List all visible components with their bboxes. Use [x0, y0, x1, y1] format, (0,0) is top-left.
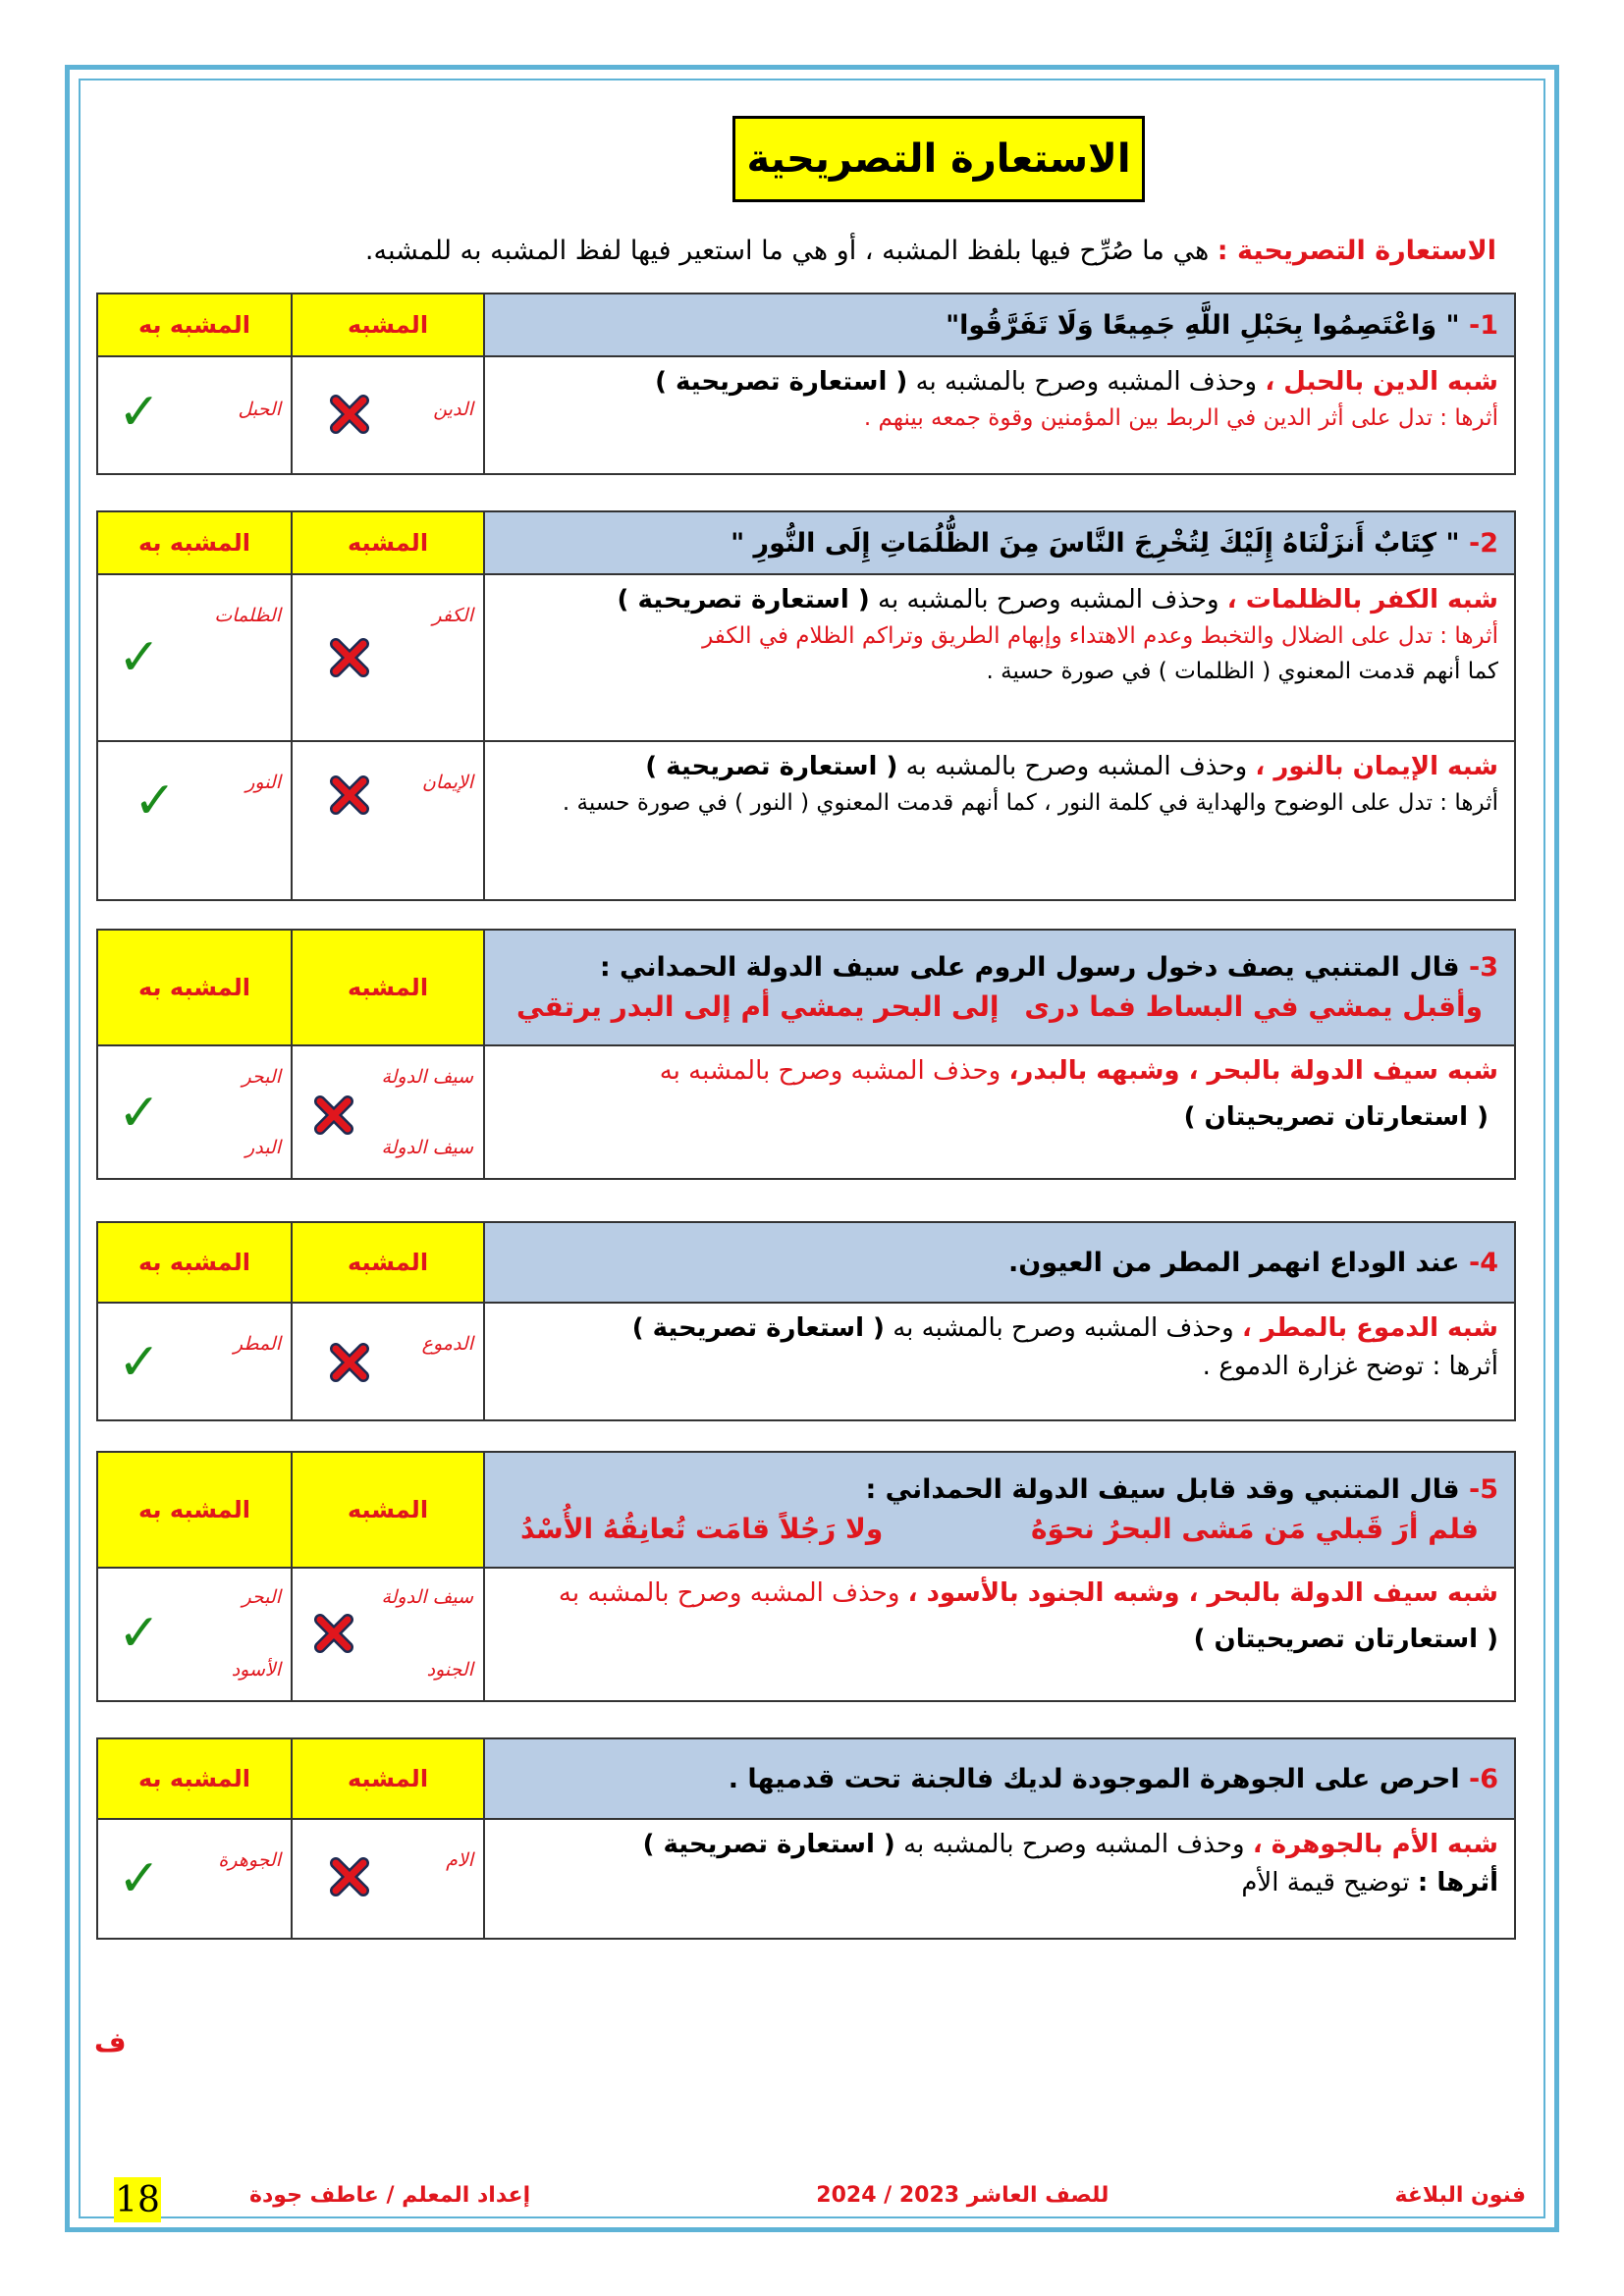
footer-grade: للصف العاشر 2023 / 2024: [816, 2183, 1110, 2208]
definition-text: هي ما صُرِّح فيها بلفظ المشبه ، أو هي ما استعير فيها لفظ المشبه به للمشبه.: [364, 236, 1210, 266]
header-mushabbah: المشبه: [293, 512, 485, 573]
mushabbah-label: الام: [446, 1849, 473, 1871]
cross-icon: [328, 393, 371, 436]
check-icon: ✓: [118, 628, 161, 687]
example-2: [96, 510, 1516, 901]
explain: وحذف المشبه وصرح بالمشبه به: [893, 1313, 1234, 1343]
explain: وحذف المشبه وصرح بالمشبه به: [878, 585, 1219, 614]
header-mushabbah-bihi: المشبه به: [98, 1739, 293, 1818]
cross-icon: [328, 636, 371, 679]
lead: شبه الكفر بالظلمات ،: [1226, 585, 1498, 614]
verse-part-a: وأقبل يمشي في البساط فما درى: [1024, 990, 1483, 1023]
figure-tag: ( استعارة تصريحية ): [655, 367, 908, 397]
check-icon: ✓: [118, 1084, 161, 1143]
mushabbah-bihi-label: المطر: [233, 1333, 281, 1355]
explain: وحذف المشبه وصرح بالمشبه به: [558, 1578, 900, 1608]
lead: شبه الإيمان بالنور ،: [1255, 752, 1498, 781]
cross-icon: [312, 1094, 355, 1137]
example-6: [96, 1737, 1516, 1940]
effect-label: أثرها :: [1417, 1868, 1498, 1897]
page-number: 18: [114, 2177, 161, 2222]
header-mushabbah-bihi: المشبه به: [98, 1223, 293, 1302]
mushabbah-bihi-label: البحر: [242, 1066, 281, 1088]
mushabbah-label: الكفر: [432, 605, 473, 626]
mushabbah-label-2: سيف الدولة: [381, 1137, 473, 1158]
mushabbah-bihi-label-2: البدر: [245, 1137, 281, 1158]
mushabbah-label: الدموع: [421, 1333, 473, 1355]
example-number: 1-: [1468, 309, 1498, 341]
example-number: 4-: [1468, 1247, 1498, 1278]
header-mushabbah: المشبه: [293, 1739, 485, 1818]
mushabbah-label: سيف الدولة: [381, 1586, 473, 1608]
figure-tag: ( استعارتان تصريحيتان ): [1193, 1625, 1498, 1654]
header-mushabbah-bihi: المشبه به: [98, 1453, 293, 1567]
example-quote: احرص على الجوهرة الموجودة لديك فالجنة تحت قدميها .: [728, 1763, 1460, 1794]
header-mushabbah-bihi: المشبه به: [98, 294, 293, 355]
effect: أثرها : تدل على الوضوح والهداية في كلمة النور ، كما أنهم قدمت المعنوي ( النور ) في صورة حسية .: [562, 790, 1498, 816]
example-1: [96, 293, 1516, 475]
example-number: 3-: [1468, 952, 1498, 983]
mushabbah-label: الدين: [433, 399, 473, 420]
mushabbah-bihi-label: الظلمات: [214, 605, 281, 626]
explain: وحذف المشبه وصرح بالمشبه به: [915, 367, 1258, 397]
example-3: [96, 929, 1516, 1180]
figure-tag: ( استعارة تصريحية ): [631, 1313, 885, 1343]
effect: أثرها : تدل على أثر الدين في الربط بين المؤمنين وقوة جمعه بينهم .: [863, 405, 1498, 431]
verse-part-a: فلم أرَ قَبلي مَن مَشى البحرُ نحوَهُ: [1030, 1513, 1479, 1545]
lead: شبه الدموع بالمطر ،: [1241, 1313, 1498, 1343]
cross-icon: [312, 1612, 355, 1655]
lead: شبه الأم بالجوهرة ،: [1252, 1830, 1498, 1859]
figure-tag: ( استعارة تصريحية ): [642, 1830, 895, 1859]
example-quote: " وَاعْتَصِمُوا بِحَبْلِ اللَّهِ جَمِيعًا وَلَا تَفَرَّقُوا": [946, 309, 1460, 341]
mushabbah-label: الإيمان: [421, 772, 473, 793]
cross-icon: [328, 774, 371, 817]
mushabbah-bihi-label-2: الأسود: [231, 1659, 281, 1681]
check-icon: ✓: [118, 383, 161, 442]
verse-part-b: إلى البحر يمشي أم إلى البدر يرتقي: [516, 990, 1000, 1023]
check-icon: ✓: [118, 1604, 161, 1663]
footer-subject: فنون البلاغة: [1394, 2183, 1526, 2208]
verse-part-b: ولا رَجُلاً قامَت تُعانِقُهُ الأُسْدُ: [520, 1513, 884, 1545]
mushabbah-bihi-label: الجوهرة: [218, 1849, 281, 1871]
explain: وحذف المشبه وصرح بالمشبه به: [905, 752, 1248, 781]
page-title: الاستعارة التصريحية: [732, 116, 1145, 202]
example-5: [96, 1451, 1516, 1702]
definition: [102, 236, 1496, 266]
stray-mark: ف: [94, 2026, 127, 2058]
figure-tag: ( استعارة تصريحية ): [617, 585, 870, 614]
mushabbah-bihi-label: البحر: [242, 1586, 281, 1608]
effect: توضيح قيمة الأم: [1241, 1868, 1410, 1897]
explain: وحذف المشبه وصرح بالمشبه به: [903, 1830, 1245, 1859]
mushabbah-label-2: الجنود: [426, 1659, 473, 1681]
example-number: 6-: [1468, 1763, 1498, 1794]
mushabbah-label: سيف الدولة: [381, 1066, 473, 1088]
effect-2: كما أنهم قدمت المعنوي ( الظلمات ) في صورة حسية .: [986, 658, 1498, 684]
header-mushabbah: المشبه: [293, 294, 485, 355]
example-number: 2-: [1468, 527, 1498, 559]
header-mushabbah: المشبه: [293, 1453, 485, 1567]
example-quote: قال المتنبي وقد قابل سيف الدولة الحمداني :: [865, 1474, 1460, 1505]
example-4: [96, 1221, 1516, 1421]
check-icon: ✓: [118, 1333, 161, 1392]
cross-icon: [328, 1855, 371, 1898]
footer-author: إعداد المعلم / عاطف جودة: [249, 2183, 531, 2208]
example-quote: قال المتنبي يصف دخول رسول الروم على سيف الدولة الحمداني :: [599, 952, 1460, 983]
example-number: 5-: [1468, 1474, 1498, 1505]
explain: وحذف المشبه وصرح بالمشبه به: [659, 1056, 1001, 1086]
header-mushabbah-bihi: المشبه به: [98, 931, 293, 1044]
lead: شبه الدين بالحبل ،: [1265, 367, 1498, 397]
figure-tag: ( استعارة تصريحية ): [645, 752, 898, 781]
figure-tag: ( استعارتان تصريحيتان ): [1183, 1102, 1489, 1132]
lead: شبه سيف الدولة بالبحر ، وشبه الجنود بالأسود ،: [907, 1578, 1498, 1608]
lead: شبه سيف الدولة بالبحر ، وشبهه بالبدر،: [1008, 1056, 1498, 1086]
effect: أثرها : تدل على الضلال والتخبط وعدم الاهتداء وإبهام الطريق وتراكم الظلام في الكفر: [702, 623, 1498, 649]
header-mushabbah-bihi: المشبه به: [98, 512, 293, 573]
check-icon: ✓: [118, 1849, 161, 1908]
check-icon: ✓: [134, 772, 177, 830]
header-mushabbah: المشبه: [293, 931, 485, 1044]
mushabbah-bihi-label: النور: [245, 772, 281, 793]
footer: [249, 2183, 1526, 2208]
cross-icon: [328, 1341, 371, 1384]
example-quote: " كِتَابٌ أَنزَلْنَاهُ إِلَيْكَ لِتُخْرِجَ النَّاسَ مِنَ الظُّلُمَاتِ إِلَى النُّورِ ": [731, 527, 1460, 559]
header-mushabbah: المشبه: [293, 1223, 485, 1302]
example-quote: عند الوداع انهمر المطر من العيون.: [1008, 1247, 1460, 1278]
mushabbah-bihi-label: الحبل: [238, 399, 281, 420]
definition-term: الاستعارة التصريحية :: [1217, 236, 1496, 266]
effect: أثرها : توضح غزارة الدموع .: [1202, 1352, 1498, 1381]
